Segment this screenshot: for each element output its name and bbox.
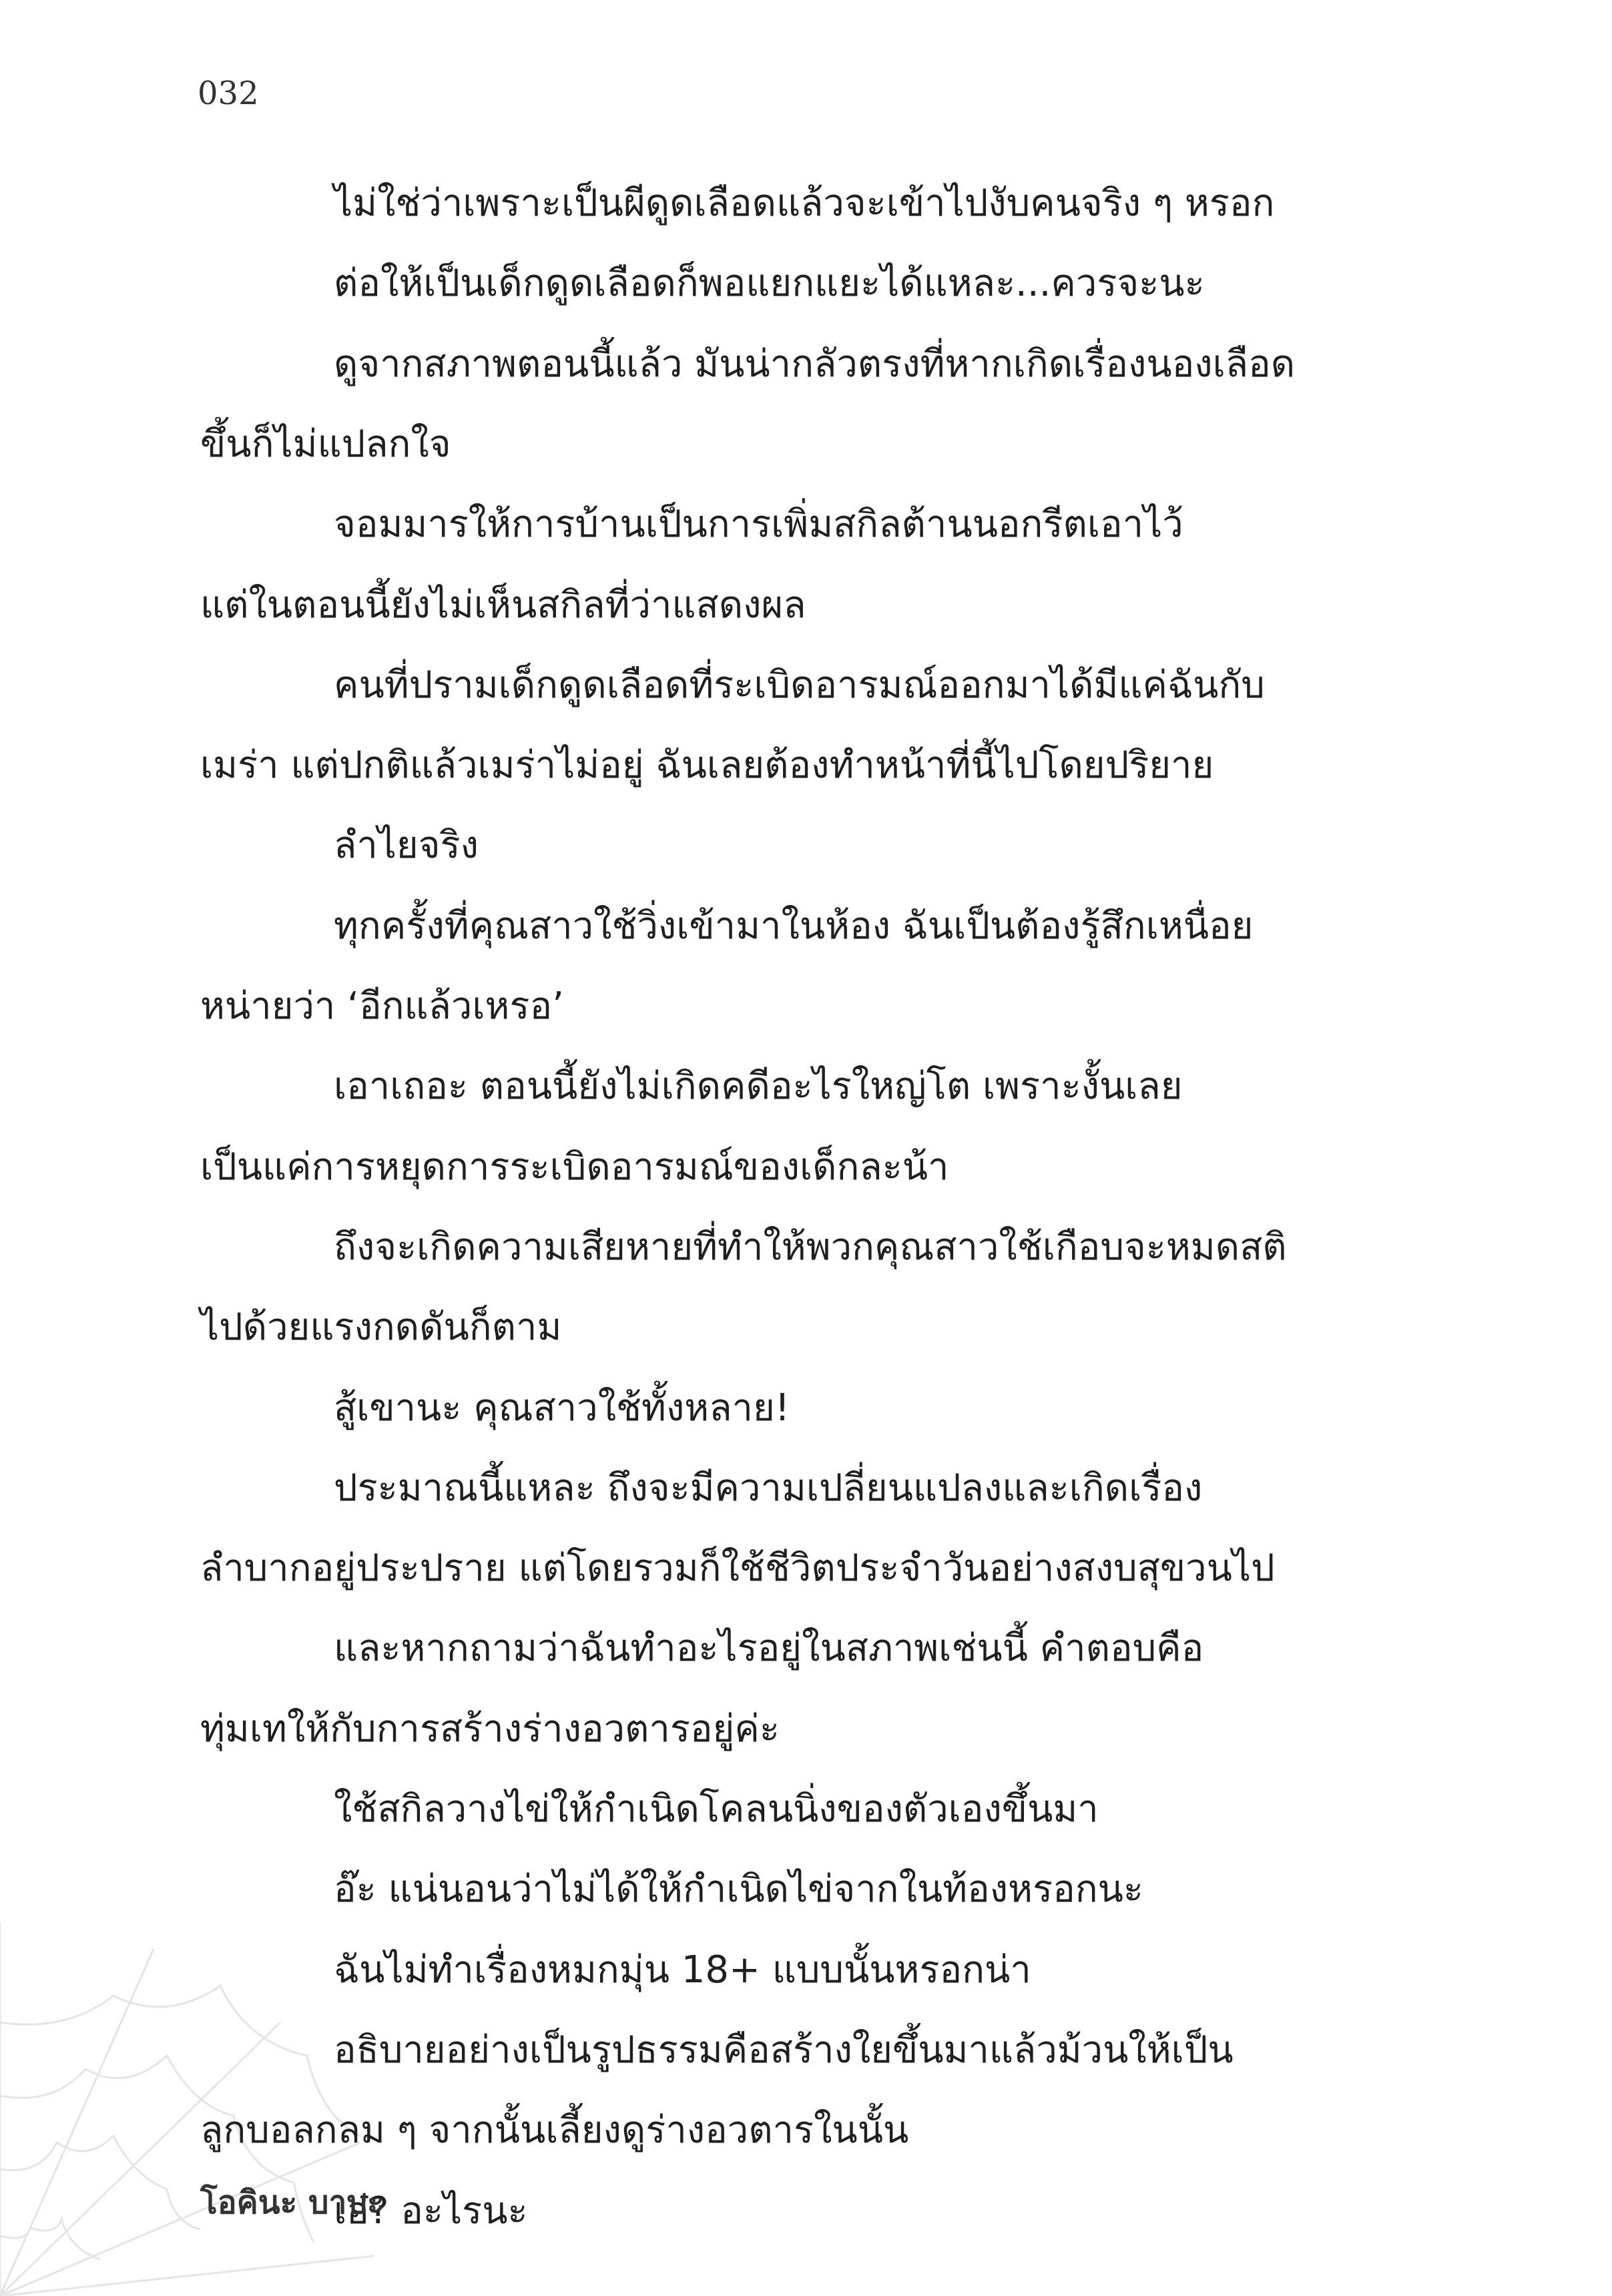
text-line: คนที่ปรามเด็กดูดเลือดที่ระเบิดอารมณ์ออกมาได้มีแค่ฉันกับ — [334, 663, 1265, 707]
text-line: และหากถามว่าฉันทำอะไรอยู่ในสภาพเช่นนี้ คำตอบคือ — [334, 1627, 1204, 1670]
text-line: ลูกบอลกลม ๆ จากนั้นเลี้ยงดูร่างอวตารในนั้น — [200, 2108, 909, 2152]
text-line: เป็นแค่การหยุดการระเบิดอารมณ์ของเด็กละน้า — [200, 1145, 949, 1189]
text-line: เมร่า แต่ปกติแล้วเมร่าไม่อยู่ ฉันเลยต้องทำหน้าที่นี้ไปโดยปริยาย — [200, 744, 1214, 787]
text-line: จอมมารให้การบ้านเป็นการเพิ่มสกิลต้านนอกรีตเอาไว้ — [334, 503, 1183, 546]
text-line: ต่อให้เป็นเด็กดูดเลือดก็พอแยกแยะได้แหละ...ควรจะนะ — [334, 262, 1205, 305]
text-line: ลำบากอยู่ประปราย แต่โดยรวมก็ใช้ชีวิตประจำวันอย่างสงบสุขวนไป — [200, 1546, 1275, 1590]
text-line: ไม่ใช่ว่าเพราะเป็นผีดูดเลือดแล้วจะเข้าไปงับคนจริง ๆ หรอก — [334, 182, 1275, 225]
text-line: ดูจากสภาพตอนนี้แล้ว มันน่ากลัวตรงที่หากเกิดเรื่องนองเลือด — [334, 342, 1296, 386]
text-line: ไปด้วยแรงกดดันก็ตาม — [200, 1306, 562, 1349]
text-line: ฉันไม่ทำเรื่องหมกมุ่น 18+ แบบนั้นหรอกน่า — [334, 1948, 1031, 1992]
text-line: ลำไยจริง — [334, 824, 479, 867]
text-line: อธิบายอย่างเป็นรูปธรรมคือสร้างใยขึ้นมาแล้วม้วนให้เป็น — [334, 2028, 1234, 2072]
author-name: โอคินะ บาบะ — [200, 2184, 384, 2221]
text-line: อ๊ะ แน่นอนว่าไม่ได้ให้กำเนิดไข่จากในท้องหรอกนะ — [334, 1868, 1143, 1911]
text-line: แต่ในตอนนี้ยังไม่เห็นสกิลที่ว่าแสดงผล — [200, 583, 806, 627]
text-line: สู้เขานะ คุณสาวใช้ทั้งหลาย! — [334, 1386, 790, 1430]
text-line: ใช้สกิลวางไข่ให้กำเนิดโคลนนิ่งของตัวเองขึ้นมา — [334, 1787, 1099, 1831]
text-line: เอาเถอะ ตอนนี้ยังไม่เกิดคดีอะไรใหญ่โต เพราะงั้นเลย — [334, 1065, 1183, 1108]
page-number: 032 — [198, 75, 259, 112]
text-line: เอ๋? อะไรนะ — [334, 2189, 528, 2233]
text-line: หน่ายว่า ‘อีกแล้วเหรอ’ — [200, 984, 564, 1028]
text-line: ขึ้นก็ไม่แปลกใจ — [200, 422, 451, 466]
text-line: ทุ่มเทให้กับการสร้างร่างอวตารอยู่ค่ะ — [200, 1707, 780, 1751]
text-line: ถึงจะเกิดความเสียหายที่ทำให้พวกคุณสาวใช้เกือบจะหมดสติ — [334, 1225, 1287, 1269]
text-line: ประมาณนี้แหละ ถึงจะมีความเปลี่ยนแปลงและเกิดเรื่อง — [334, 1466, 1203, 1510]
text-line: ทุกครั้งที่คุณสาวใช้วิ่งเข้ามาในห้อง ฉันเป็นต้องรู้สึกเหนื่อย — [334, 904, 1254, 948]
